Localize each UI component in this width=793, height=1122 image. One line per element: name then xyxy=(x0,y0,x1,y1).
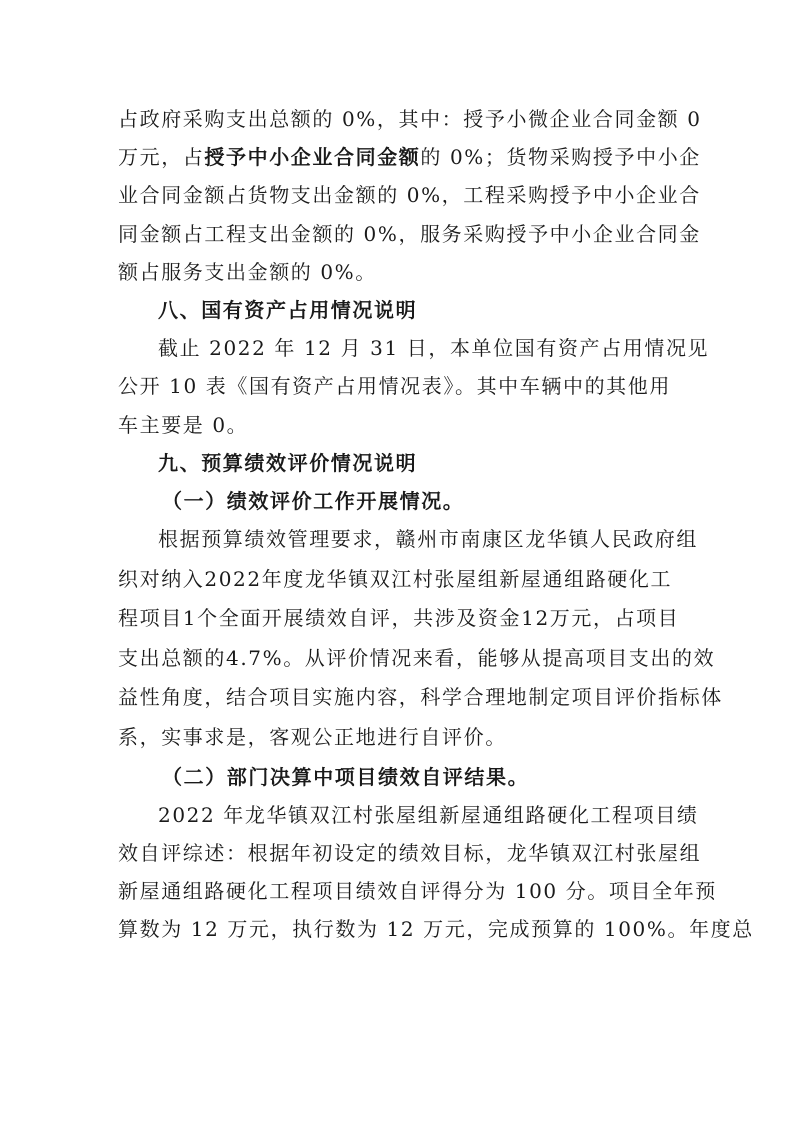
text-line: 同金额占工程支出金额的 0%，服务采购授予中小企业合同金 xyxy=(118,221,701,246)
section-8-paragraph xyxy=(118,329,710,444)
text-run: 万元，占 xyxy=(118,145,205,170)
text-run: （一）绩效 xyxy=(162,488,270,513)
text-line: 2022 年龙华镇双江村张屋组新屋通组路硬化工程项目绩 xyxy=(158,802,699,827)
emphasized-text: 授予中小企业合同金额 xyxy=(204,145,421,170)
text-line xyxy=(118,138,701,176)
text-line: 益性角度，结合项目实施内容，科学合理地制定项目评价指标体 xyxy=(118,685,723,710)
text-line: 公开 10 表《国有资产占用情况表》。其中车辆中的其他用 xyxy=(118,374,671,399)
procurement-paragraph xyxy=(118,100,702,291)
text-line: 织对纳入2022年度龙华镇双江村张屋组新屋通组路硬化工 xyxy=(118,566,673,591)
text-line: 截止 2022 年 12 月 31 日，本单位国有资产占用情况见 xyxy=(158,336,710,361)
text-line: 支出总额的4.7%。从评价情况来看，能够从提高项目支出的效 xyxy=(118,645,716,670)
text-line: 新屋通组路硬化工程项目绩效自评得分为 100 分。项目全年预 xyxy=(118,879,717,904)
text-run: 工作开展情况。 xyxy=(313,488,465,513)
text-line: 占政府采购支出总额的 0%，其中：授予小微企业合同金额 0 xyxy=(118,107,702,131)
sub-heading-2: （二）部门决算中项目绩效自评结果。 xyxy=(162,764,530,789)
text-line: 业合同金额占货物支出金额的 0%，工程采购授予中小企业合 xyxy=(118,183,701,208)
text-line: 系，实事求是，客观公正地进行自评价。 xyxy=(118,725,507,750)
text-run: 的 0%；货物采购授予中小企 xyxy=(420,145,701,170)
emphasized-text: 评价 xyxy=(270,488,314,513)
text-line: 算数为 12 万元，执行数为 12 万元，完成预算的 100%。年度总 xyxy=(118,917,754,942)
text-line: 车主要是 0。 xyxy=(118,412,249,437)
text-line: 效自评综述：根据年初设定的绩效目标，龙华镇双江村张屋组 xyxy=(118,841,702,865)
evaluation-paragraph xyxy=(118,520,723,758)
text-line: 根据预算绩效管理要求，赣州市南康区龙华镇人民政府组 xyxy=(158,527,698,552)
text-line: 程项目1个全面开展绩效自评，共涉及资金12万元，占项目 xyxy=(118,606,680,631)
section-heading-8: 八、国有资产占用情况说明 xyxy=(158,297,418,322)
self-evaluation-paragraph xyxy=(118,796,754,949)
section-heading-9: 九、预算绩效评价情况说明 xyxy=(158,450,418,475)
text-line: 额占服务支出金额的 0%。 xyxy=(118,259,377,284)
sub-heading-1 xyxy=(118,482,683,520)
document-page xyxy=(118,100,754,949)
